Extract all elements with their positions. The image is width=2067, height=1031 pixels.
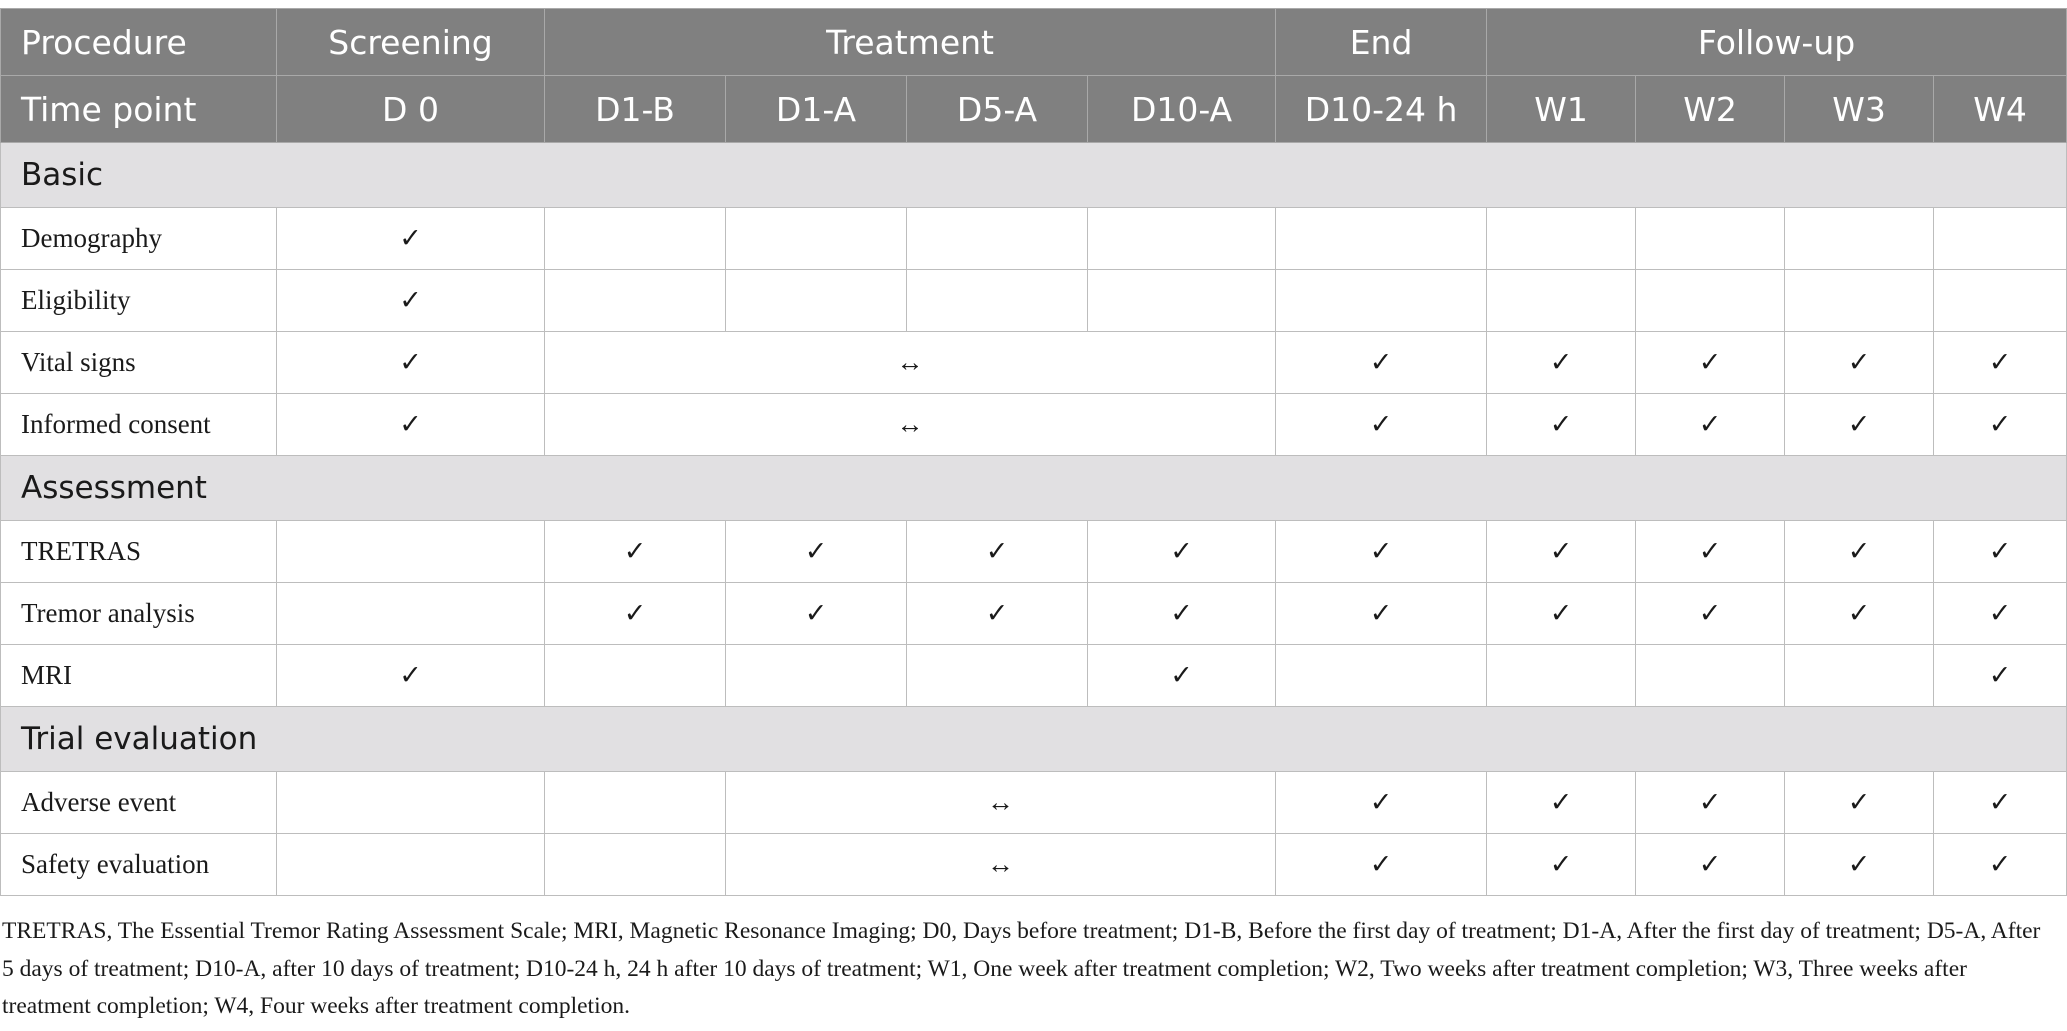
empty-cell — [726, 208, 907, 270]
row-label-demography: Demography — [1, 208, 277, 270]
continuous-arrow: ↔ — [726, 834, 1276, 896]
check-mark: ✓ — [1934, 394, 2067, 456]
check-mark: ✓ — [907, 583, 1088, 645]
empty-cell — [1934, 208, 2067, 270]
check-mark: ✓ — [1636, 394, 1785, 456]
empty-cell — [1487, 208, 1636, 270]
check-mark: ✓ — [1487, 583, 1636, 645]
check-mark: ✓ — [1088, 583, 1276, 645]
check-mark: ✓ — [1636, 332, 1785, 394]
check-mark: ✓ — [1934, 332, 2067, 394]
schedule-table — [0, 8, 2067, 896]
empty-cell — [1088, 270, 1276, 332]
check-mark: ✓ — [1276, 394, 1487, 456]
row-label-eligibility: Eligibility — [1, 270, 277, 332]
row-label-tretras: TRETRAS — [1, 521, 277, 583]
empty-cell — [907, 270, 1088, 332]
empty-cell — [277, 583, 545, 645]
empty-cell — [1276, 208, 1487, 270]
check-mark: ✓ — [1487, 521, 1636, 583]
empty-cell — [545, 772, 726, 834]
check-mark: ✓ — [1636, 521, 1785, 583]
empty-cell — [545, 645, 726, 707]
continuous-arrow: ↔ — [545, 332, 1276, 394]
header-d1b: D1-B — [545, 76, 726, 143]
check-mark: ✓ — [1934, 521, 2067, 583]
check-mark: ✓ — [1636, 834, 1785, 896]
check-mark: ✓ — [277, 645, 545, 707]
check-mark: ✓ — [277, 394, 545, 456]
check-mark: ✓ — [1487, 772, 1636, 834]
table-row-adverse-event — [1, 772, 2067, 834]
empty-cell — [1487, 645, 1636, 707]
header-d10-24h: D10-24 h — [1276, 76, 1487, 143]
empty-cell — [545, 834, 726, 896]
table-row-tretras — [1, 521, 2067, 583]
table-row-demography — [1, 208, 2067, 270]
row-label-informed-consent: Informed consent — [1, 394, 277, 456]
empty-cell — [1088, 208, 1276, 270]
empty-cell — [907, 208, 1088, 270]
table-row-informed-consent — [1, 394, 2067, 456]
check-mark: ✓ — [726, 583, 907, 645]
check-mark: ✓ — [1088, 521, 1276, 583]
empty-cell — [1276, 270, 1487, 332]
check-mark: ✓ — [1785, 521, 1934, 583]
table-footnote: TRETRAS, The Essential Tremor Rating Assessment Scale; MRI, Magnetic Resonance Imaging; D0, Days before treatment; D1-B, Before the first day of treatment; D1-A, After the first day of treatment; D5-A, After 5 days of treatment; D10-A, after 10 days of treatment; D10-24 h, 24 h after 10 days of treatment; W1, One week after treatment completion; W2, Two weeks after treatment completion; W3, Three weeks after treatment completion; W4, Four weeks after treatment completion. — [2, 918, 2041, 1019]
row-label-tremor-analysis: Tremor analysis — [1, 583, 277, 645]
header-row-phases — [1, 9, 2067, 76]
header-w2: W2 — [1636, 76, 1785, 143]
header-screening: Screening — [277, 9, 545, 76]
header-d0: D 0 — [277, 76, 545, 143]
check-mark: ✓ — [1934, 772, 2067, 834]
check-mark: ✓ — [1785, 772, 1934, 834]
empty-cell — [1934, 270, 2067, 332]
section-trial-evaluation: Trial evaluation — [1, 707, 2067, 772]
empty-cell — [277, 772, 545, 834]
check-mark: ✓ — [1636, 583, 1785, 645]
header-procedure: Procedure — [1, 9, 277, 76]
empty-cell — [1785, 208, 1934, 270]
check-mark: ✓ — [545, 521, 726, 583]
check-mark: ✓ — [1487, 332, 1636, 394]
empty-cell — [277, 834, 545, 896]
empty-cell — [1785, 270, 1934, 332]
check-mark: ✓ — [1785, 583, 1934, 645]
header-row-timepoints — [1, 76, 2067, 143]
table-row-tremor-analysis — [1, 583, 2067, 645]
row-label-safety-evaluation: Safety evaluation — [1, 834, 277, 896]
check-mark: ✓ — [545, 583, 726, 645]
header-end: End — [1276, 9, 1487, 76]
table-row-vital-signs — [1, 332, 2067, 394]
check-mark: ✓ — [1276, 834, 1487, 896]
empty-cell — [907, 645, 1088, 707]
check-mark: ✓ — [277, 270, 545, 332]
empty-cell — [1487, 270, 1636, 332]
check-mark: ✓ — [1785, 394, 1934, 456]
header-w4: W4 — [1934, 76, 2067, 143]
check-mark: ✓ — [277, 332, 545, 394]
schedule-table-wrapper — [0, 8, 2067, 896]
row-label-mri: MRI — [1, 645, 277, 707]
empty-cell — [726, 270, 907, 332]
empty-cell — [1636, 645, 1785, 707]
check-mark: ✓ — [1276, 332, 1487, 394]
check-mark: ✓ — [1487, 834, 1636, 896]
header-d5a: D5-A — [907, 76, 1088, 143]
header-d1a: D1-A — [726, 76, 907, 143]
empty-cell — [726, 645, 907, 707]
check-mark: ✓ — [1785, 332, 1934, 394]
empty-cell — [1636, 270, 1785, 332]
section-row-assessment — [1, 456, 2067, 521]
table-row-safety-evaluation — [1, 834, 2067, 896]
check-mark: ✓ — [1934, 834, 2067, 896]
check-mark: ✓ — [1636, 772, 1785, 834]
row-label-vital-signs: Vital signs — [1, 332, 277, 394]
table-row-mri — [1, 645, 2067, 707]
check-mark: ✓ — [1088, 645, 1276, 707]
header-timepoint: Time point — [1, 76, 277, 143]
check-mark: ✓ — [1487, 394, 1636, 456]
empty-cell — [545, 208, 726, 270]
header-w1: W1 — [1487, 76, 1636, 143]
header-d10a: D10-A — [1088, 76, 1276, 143]
check-mark: ✓ — [1276, 521, 1487, 583]
section-row-trial-evaluation — [1, 707, 2067, 772]
section-assessment: Assessment — [1, 456, 2067, 521]
check-mark: ✓ — [726, 521, 907, 583]
header-treatment: Treatment — [545, 9, 1276, 76]
empty-cell — [1636, 208, 1785, 270]
check-mark: ✓ — [1785, 834, 1934, 896]
check-mark: ✓ — [1934, 645, 2067, 707]
header-followup: Follow-up — [1487, 9, 2067, 76]
check-mark: ✓ — [1276, 583, 1487, 645]
continuous-arrow: ↔ — [545, 394, 1276, 456]
check-mark: ✓ — [277, 208, 545, 270]
check-mark: ✓ — [1934, 583, 2067, 645]
continuous-arrow: ↔ — [726, 772, 1276, 834]
section-basic: Basic — [1, 143, 2067, 208]
header-w3: W3 — [1785, 76, 1934, 143]
empty-cell — [1785, 645, 1934, 707]
table-row-eligibility — [1, 270, 2067, 332]
empty-cell — [1276, 645, 1487, 707]
empty-cell — [277, 521, 545, 583]
empty-cell — [545, 270, 726, 332]
row-label-adverse-event: Adverse event — [1, 772, 277, 834]
section-row-basic — [1, 143, 2067, 208]
check-mark: ✓ — [1276, 772, 1487, 834]
check-mark: ✓ — [907, 521, 1088, 583]
